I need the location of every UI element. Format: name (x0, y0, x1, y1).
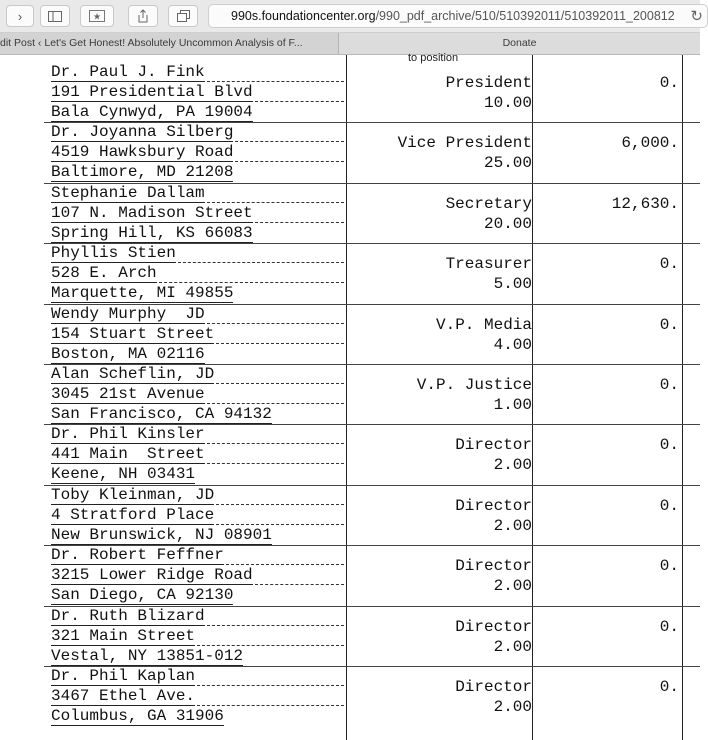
officer-city-text: San Diego, CA 92130 (51, 586, 234, 605)
leader-dashes (216, 383, 344, 384)
url-path: /990_pdf_archive/510/510392011/510392011_200812 (375, 9, 675, 23)
officer-entry (0, 304, 700, 365)
leader-dashes (255, 101, 344, 102)
officer-name (51, 606, 205, 626)
officer-compensation: 0. (659, 617, 679, 636)
officer-street-text: 441 Main Street (51, 445, 205, 464)
officer-name-text: Dr. Phil Kinsler (51, 425, 205, 444)
forward-button[interactable] (6, 5, 34, 27)
officer-compensation: 0. (659, 376, 679, 394)
officer-city (51, 162, 233, 182)
tab-bar (0, 33, 700, 55)
officer-compensation: 0. (659, 557, 679, 576)
share-button[interactable] (128, 5, 158, 27)
tab-donate[interactable]: Donate (339, 33, 700, 54)
officer-entry (0, 666, 700, 727)
leader-dashes (207, 463, 344, 464)
officer-city-text: Marquette, MI 49855 (51, 284, 234, 303)
officer-hours: 20.00 (483, 214, 532, 233)
officer-compensation: 0. (659, 74, 679, 92)
officer-city (51, 344, 205, 364)
officer-compensation: 0. (659, 678, 679, 696)
star-bookmark-icon (89, 10, 105, 22)
officer-street-text: 3467 Ethel Ave. (51, 687, 196, 705)
officer-title: Director (455, 617, 532, 636)
officer-city (51, 585, 233, 605)
officer-name (51, 183, 205, 203)
officer-street (51, 142, 233, 162)
officer-street (51, 565, 253, 585)
officer-name-text: Dr. Phil Kaplan (51, 667, 196, 685)
officer-title: Director (455, 678, 532, 696)
address-bar[interactable] (208, 4, 708, 28)
officer-street-text: 3045 21st Avenue (51, 385, 205, 403)
leader-dashes (207, 323, 344, 324)
officer-entry (0, 364, 700, 425)
officer-entry (0, 545, 700, 606)
officer-title: V.P. Justice (416, 376, 532, 394)
officer-hours: 10.00 (483, 94, 532, 112)
leader-dashes (216, 343, 344, 344)
leader-dashes (255, 222, 344, 223)
officer-name (51, 364, 214, 384)
officer-city (51, 102, 253, 122)
officer-hours: 2.00 (493, 637, 532, 656)
officer-hours: 25.00 (483, 154, 532, 173)
officer-city (51, 464, 195, 484)
officer-street (51, 505, 214, 525)
officer-name (51, 304, 205, 324)
officer-city-text: Columbus, GA 31906 (51, 707, 224, 725)
officer-city-text: Baltimore, MD 21208 (51, 163, 234, 182)
officer-entry (0, 424, 700, 485)
officer-name-text: Dr. Robert Feffner (51, 546, 224, 565)
officer-name (51, 243, 176, 263)
officer-name (51, 62, 205, 82)
officer-street-text: 4 Stratford Place (51, 505, 215, 524)
officer-compensation: 0. (659, 496, 679, 515)
officer-name (51, 122, 233, 142)
reload-icon[interactable]: ↻ (690, 8, 703, 25)
officer-name (51, 666, 195, 686)
officer-city-text: New Brunswick, NJ 08901 (51, 525, 272, 544)
sidebar-button[interactable] (40, 5, 70, 27)
leader-dashes (207, 443, 344, 444)
officer-name-text: Stephanie Dallam (51, 183, 205, 202)
officer-hours: 2.00 (493, 698, 532, 716)
tabs-overview-button[interactable] (168, 5, 198, 27)
tab-blog-post[interactable]: dit Post ‹ Let's Get Honest! Absolutely Uncommon Analysis of F... (0, 33, 339, 54)
officer-entry (0, 485, 700, 546)
officer-title: Vice President (397, 134, 532, 153)
officer-city (51, 223, 253, 243)
leader-dashes (235, 161, 344, 162)
officer-street (51, 203, 253, 223)
officer-street (51, 444, 205, 464)
officer-title: Treasurer (445, 255, 532, 274)
officer-entry (0, 183, 700, 244)
chevron-right-icon: › (17, 8, 23, 24)
officer-hours: 2.00 (493, 577, 532, 596)
officer-title: President (445, 74, 532, 92)
officer-street-text: 154 Stuart Street (51, 324, 215, 343)
officer-entry (0, 122, 700, 183)
officer-name (51, 545, 224, 565)
officer-compensation: 0. (659, 436, 679, 455)
officer-city (51, 283, 233, 303)
officer-title: Secretary (445, 194, 532, 213)
officer-street-text: 191 Presidential Blvd (51, 83, 253, 101)
bookmarks-button[interactable] (80, 5, 114, 27)
url-host: 990s.foundationcenter.org (231, 9, 376, 23)
officer-hours: 2.00 (493, 456, 532, 475)
officer-street-text: 107 N. Madison Street (51, 203, 253, 222)
officer-city-text: San Francisco, CA 94132 (51, 405, 272, 423)
officer-title: Director (455, 557, 532, 576)
leader-dashes (255, 584, 344, 585)
officer-entry (0, 243, 700, 304)
officer-city-text: Vestal, NY 13851-012 (51, 646, 244, 665)
svg-text:★: ★ (92, 12, 102, 23)
officer-city (51, 404, 272, 424)
tabs-overview-icon (177, 10, 190, 22)
officer-city-text: Keene, NH 03431 (51, 465, 196, 484)
officer-title: V.P. Media (435, 315, 532, 334)
browser-toolbar (0, 0, 703, 33)
officer-name-text: Wendy Murphy JD (51, 304, 205, 323)
officer-street-text: 321 Main Street (51, 626, 196, 645)
officer-title: Director (455, 496, 532, 515)
officer-city-text: Boston, MA 02116 (51, 344, 205, 363)
column-header-position: to position (408, 52, 459, 64)
officer-city (51, 646, 243, 666)
officer-entry (0, 62, 700, 123)
officer-hours: 5.00 (493, 275, 532, 294)
officer-street (51, 686, 195, 706)
officer-name-text: Toby Kleinman, JD (51, 485, 215, 504)
officer-name-text: Phyllis Stien (51, 244, 176, 263)
officer-city-text: Bala Cynwyd, PA 19004 (51, 103, 253, 121)
officer-street (51, 626, 195, 646)
officer-entry (0, 606, 700, 667)
officer-street-text: 528 E. Arch (51, 264, 157, 283)
officer-street-text: 3215 Lower Ridge Road (51, 566, 253, 585)
officer-street-text: 4519 Hawksbury Road (51, 143, 234, 162)
officer-hours: 2.00 (493, 516, 532, 535)
officer-name (51, 424, 205, 444)
officer-compensation: 0. (659, 255, 679, 274)
officer-name-text: Dr. Joyanna Silberg (51, 123, 234, 142)
officer-compensation: 0. (659, 315, 679, 334)
officer-city (51, 706, 224, 726)
leader-dashes (216, 504, 344, 505)
leader-dashes (235, 141, 344, 142)
officer-street (51, 384, 205, 404)
form-990-officers-list (0, 52, 700, 740)
officer-hours: 1.00 (493, 396, 532, 414)
officer-street (51, 263, 157, 283)
share-icon (137, 9, 149, 23)
officer-street (51, 82, 253, 102)
officer-compensation: 6,000. (621, 134, 679, 153)
officer-name-text: Alan Scheflin, JD (51, 365, 215, 383)
officer-name-text: Dr. Paul J. Fink (51, 63, 205, 81)
leader-dashes (178, 262, 344, 263)
officer-name-text: Dr. Ruth Blizard (51, 606, 205, 625)
officer-title: Director (455, 436, 532, 455)
officer-street (51, 324, 214, 344)
sidebar-icon (48, 11, 62, 22)
officer-compensation: 12,630. (611, 194, 679, 213)
officer-hours: 4.00 (493, 335, 532, 354)
leader-dashes (197, 685, 344, 686)
officer-city (51, 525, 272, 545)
officer-name (51, 485, 214, 505)
officer-city-text: Spring Hill, KS 66083 (51, 223, 253, 242)
leader-dashes (207, 625, 344, 626)
